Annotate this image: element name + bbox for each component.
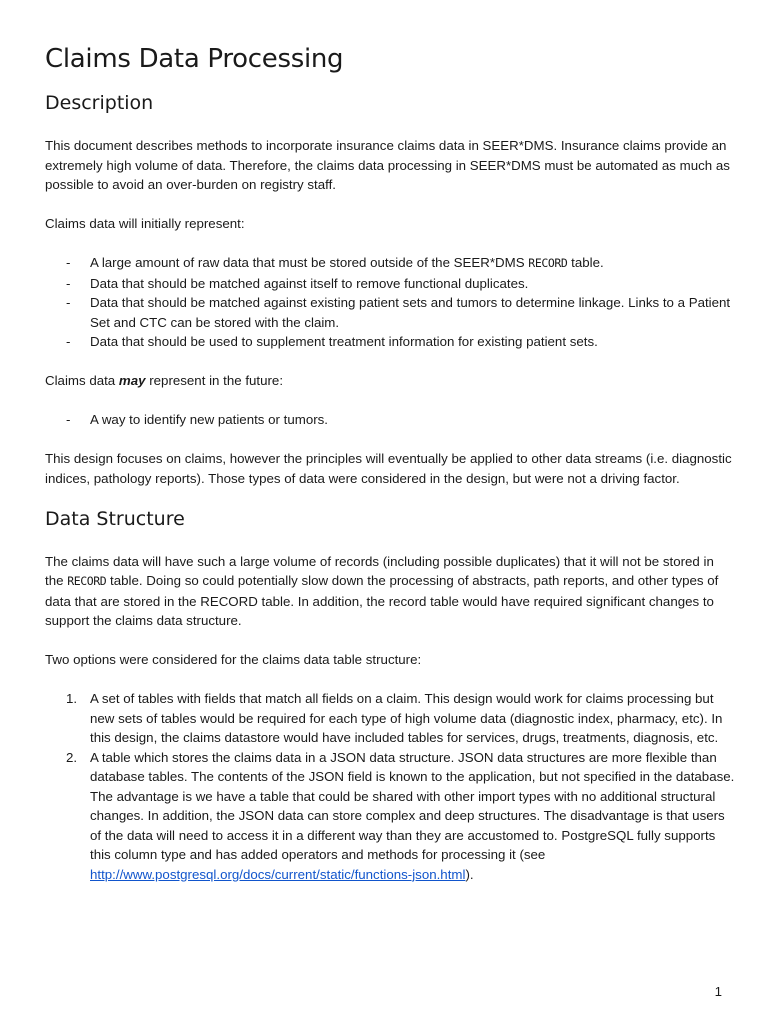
list-item: - A way to identify new patients or tumors. bbox=[45, 410, 735, 430]
emphasis-may: may bbox=[118, 373, 146, 388]
list-item: - Data that should be matched against itself to remove functional duplicates. bbox=[45, 274, 735, 294]
list-marker: - bbox=[66, 255, 71, 270]
description-heading: Description bbox=[45, 92, 154, 114]
data-structure-paragraph-1: The claims data will have such a large volume of records (including possible duplicates) that it will not be stored in the RECORD table. Doing so could potentially slow down the processing of abstracts, path reports, and other types of data that are stored in the RECORD table. In addition, the record table would have required significant changes to support the claims data structure. bbox=[45, 553, 719, 628]
list-marker: - bbox=[66, 275, 71, 291]
list-marker: - bbox=[66, 295, 71, 310]
data-structure-section bbox=[45, 508, 735, 885]
data-structure-paragraph-2: Two options were considered for the claims data table structure: bbox=[45, 652, 422, 667]
structure-options-list bbox=[45, 689, 735, 884]
list-item: - Data that should be matched against existing patient sets and tumors to determine linkage. Links to a Patient Set and CTC can be stored with the claim. bbox=[66, 295, 731, 330]
description-section bbox=[45, 92, 735, 488]
future-representation-list bbox=[45, 410, 735, 430]
document-page bbox=[45, 44, 735, 904]
description-paragraph-1: This document describes methods to incorporate insurance claims data in SEER*DMS. Insurance claims provide an extremely high volume of data. Therefore, the claims data processing in SEER*DMS must be automated as much as possible to avoid an over-burden on registry staff. bbox=[45, 138, 730, 192]
list-marker: 2. bbox=[66, 749, 78, 765]
list-item: - A large amount of raw data that must be stored outside of the SEER*DMS RECORD table. bbox=[45, 253, 735, 274]
list-marker: - bbox=[66, 412, 71, 427]
page-number: 1 bbox=[714, 984, 722, 999]
code-record: RECORD bbox=[67, 574, 107, 588]
list-marker: 1. bbox=[66, 691, 78, 706]
description-paragraph-3: Claims data may represent in the future: bbox=[45, 373, 284, 388]
list-item: - Data that should be used to supplement treatment information for existing patient sets. bbox=[45, 332, 735, 352]
list-marker: - bbox=[66, 334, 71, 349]
list-item: 2. A table which stores the claims data in a JSON data structure. JSON data structures are more flexible than database tables. The contents of the JSON field is known to the application, but not specified in the database. The advantage is we have a table that could be shared with other import types with no additional structural changes. In addition, the JSON data can store complex and deep structures. The disadvantage is that users of the data will need to access it in a different way than they are accustomed to. PostgreSQL fully supports this column type and has added operators and methods for processing it (see http://www.postgresql.org/docs/current/static/functions-json.html). bbox=[66, 749, 735, 882]
initial-representation-list bbox=[45, 253, 735, 352]
data-structure-heading: Data Structure bbox=[45, 507, 185, 530]
list-item: 1. A set of tables with fields that match all fields on a claim. This design would work for claims processing but new sets of tables would be required for each type of high volume data (diagnostic index, pharmacy, etc). In this design, the claims datastore would have included tables for services, drugs, treatments, diagnosis, etc. bbox=[66, 691, 723, 745]
code-record: RECORD bbox=[528, 256, 568, 270]
description-paragraph-2: Claims data will initially represent: bbox=[45, 216, 245, 231]
description-paragraph-4: This design focuses on claims, however the principles will eventually be applied to other data streams (i.e. diagnostic indices, pathology reports). Those types of data were considered in the design, but were not a driving factor. bbox=[45, 451, 732, 486]
postgresql-json-link[interactable]: http://www.postgresql.org/docs/current/static/functions-json.html bbox=[90, 866, 466, 882]
document-title: Claims Data Processing bbox=[45, 44, 344, 74]
